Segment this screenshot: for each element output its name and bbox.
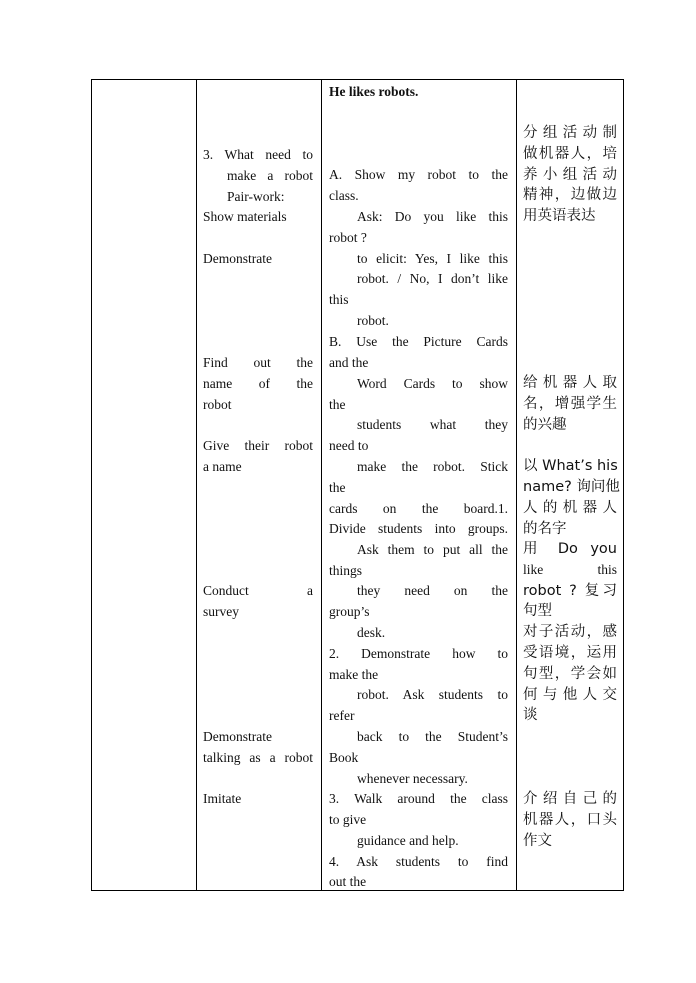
intent-line: 精神，边做边: [523, 187, 617, 203]
activity-line: Ask them to put all the: [357, 542, 508, 557]
activity-line: B. Use the Picture Cards: [329, 334, 508, 349]
activity-line: Divide students into groups.: [329, 521, 508, 536]
procedure-line: Find out the: [203, 355, 313, 370]
activity-line: 3. Walk around the class: [329, 791, 508, 806]
activity-line: back to the Student’s: [357, 729, 508, 744]
procedure-line: Show materials: [203, 209, 287, 224]
activity-line: robot ?: [329, 230, 367, 245]
intent-line: like this: [523, 562, 617, 577]
intent-line: 养小组活动: [523, 167, 617, 183]
activity-line: robot. Ask students to: [357, 687, 508, 702]
procedure-line: Imitate: [203, 791, 242, 806]
intent-column: [523, 80, 620, 890]
activity-line: whenever necessary.: [357, 771, 468, 786]
activity-line: the: [329, 397, 346, 412]
activity-column: [329, 80, 508, 890]
activity-line: this: [329, 292, 349, 307]
activity-line: robot. / No, I don’t like: [357, 271, 508, 286]
lesson-plan-table: [91, 79, 624, 891]
activity-line: things: [329, 563, 363, 578]
activity-line: guidance and help.: [357, 833, 459, 848]
empty-column: [92, 80, 196, 890]
procedure-line: Demonstrate: [203, 729, 272, 744]
activity-line: 4. Ask students to find: [329, 854, 508, 869]
activity-line: to elicit: Yes, I like this: [357, 251, 508, 266]
activity-line: and the: [329, 355, 369, 370]
intent-line: 作文: [523, 833, 552, 849]
activity-heading: He likes robots.: [329, 84, 419, 99]
procedure-line: a name: [203, 459, 242, 474]
procedure-line: survey: [203, 604, 239, 619]
intent-line: 用英语表达: [523, 208, 596, 224]
intent-line: 人的机器人: [523, 500, 617, 516]
procedure-line: Demonstrate: [203, 251, 272, 266]
column-divider: [321, 80, 322, 890]
activity-line: need to: [329, 438, 369, 453]
activity-line: Word Cards to show: [357, 376, 508, 391]
intent-line: 介绍自己的: [523, 791, 617, 807]
activity-line: refer: [329, 708, 355, 723]
intent-line: 何与他人交: [523, 687, 617, 703]
activity-line: the: [329, 480, 346, 495]
activity-line: robot.: [357, 313, 389, 328]
intent-line: name? 询问他: [523, 479, 620, 495]
intent-line: 受语境，运用: [523, 645, 617, 661]
intent-line: 句型: [523, 603, 552, 619]
activity-line: make the: [329, 667, 379, 682]
procedure-line: Pair-work:: [227, 189, 285, 204]
activity-line: make the robot. Stick: [357, 459, 508, 474]
intent-line: 用 Do you: [523, 541, 617, 557]
procedure-line: make a robot: [227, 168, 313, 183]
intent-line: robot ? 复习: [523, 583, 617, 599]
column-divider: [196, 80, 197, 890]
intent-line: 谈: [523, 707, 538, 723]
procedure-line: 3. What need to: [203, 147, 313, 162]
intent-line: 机器人，口头: [523, 812, 617, 828]
intent-line: 给机器人取: [523, 375, 617, 391]
activity-line: cards on the board.1.: [329, 501, 508, 516]
activity-line: desk.: [357, 625, 386, 640]
intent-line: 名，增强学生: [523, 396, 617, 412]
activity-line: A. Show my robot to the: [329, 167, 508, 182]
intent-line: 对子活动，感: [523, 624, 617, 640]
intent-line: 以 What’s his: [523, 458, 618, 474]
procedure-line: talking as a robot: [203, 750, 313, 765]
intent-line: 做机器人，培: [523, 146, 617, 162]
activity-line: class.: [329, 188, 359, 203]
procedure-column: [203, 80, 313, 890]
procedure-line: robot: [203, 397, 232, 412]
activity-line: Ask: Do you like this: [357, 209, 508, 224]
activity-line: out the: [329, 874, 367, 889]
activity-line: they need on the: [357, 583, 508, 598]
intent-line: 句型，学会如: [523, 666, 617, 682]
procedure-line: Give their robot: [203, 438, 313, 453]
procedure-line: name of the: [203, 376, 313, 391]
intent-line: 分组活动制: [523, 125, 617, 141]
activity-line: students what they: [357, 417, 508, 432]
procedure-line: Conduct a: [203, 583, 313, 598]
intent-line: 的兴趣: [523, 417, 567, 433]
intent-line: 的名字: [523, 521, 567, 537]
activity-line: group’s: [329, 604, 370, 619]
activity-line: 2. Demonstrate how to: [329, 646, 508, 661]
column-divider: [516, 80, 517, 890]
activity-line: to give: [329, 812, 367, 827]
activity-line: Book: [329, 750, 359, 765]
